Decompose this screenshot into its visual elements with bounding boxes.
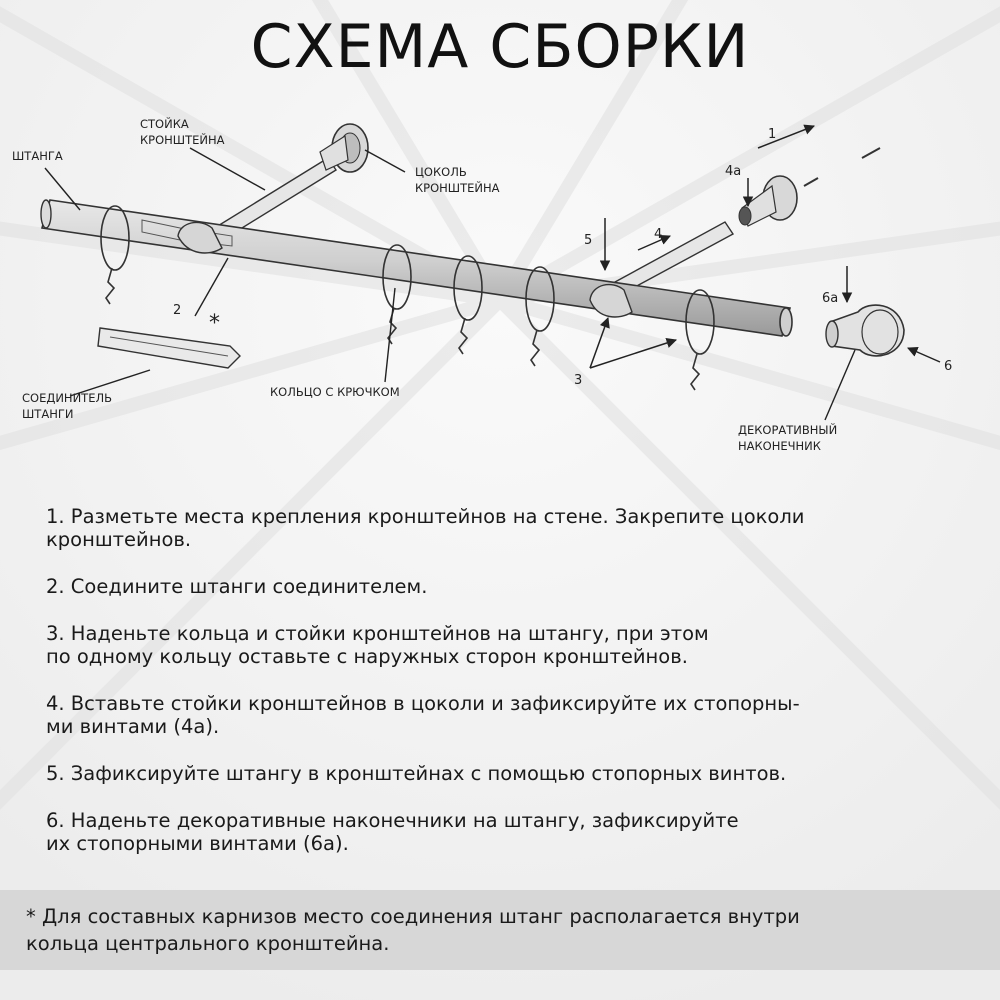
instruction-step: 3. Наденьте кольца и стойки кронштейнов на штангу, при этом по одному кольцу оставьте с наружных сторон кронштейнов. <box>46 622 709 668</box>
label-finial-1: ДЕКОРАТИВНЫЙ <box>738 423 838 437</box>
label-bracket-post-2: КРОНШТЕЙНА <box>140 133 225 147</box>
label-bracket-base-2: КРОНШТЕЙНА <box>415 181 500 195</box>
callout-6a: 6а <box>822 291 839 306</box>
instructions-list <box>46 505 946 879</box>
callout-4a: 4а <box>725 164 742 179</box>
label-bracket-post-1: СТОЙКА <box>140 117 189 131</box>
page-title: СХЕМА СБОРКИ <box>250 12 750 82</box>
bracket-base-left <box>320 124 368 172</box>
callout-4: 4 <box>654 227 663 242</box>
callout-2: 2 <box>173 303 182 318</box>
instruction-step: 2. Соедините штанги соединителем. <box>46 575 428 598</box>
callout-asterisk: * <box>209 311 220 336</box>
curtain-rod <box>41 200 792 336</box>
instruction-step: 4. Вставьте стойки кронштейнов в цоколи и зафиксируйте их стопорны- ми винтами (4а). <box>46 692 800 738</box>
label-finial-2: НАКОНЕЧНИК <box>738 439 821 453</box>
callout-6: 6 <box>944 359 953 374</box>
screw-icon <box>804 148 880 186</box>
assembly-diagram <box>0 100 1000 480</box>
label-connector-2: ШТАНГИ <box>22 407 74 421</box>
callout-3: 3 <box>574 373 583 388</box>
label-bracket-base-1: ЦОКОЛЬ <box>415 165 467 179</box>
footnote-text: * Для составных карнизов место соединения штанг располагается внутри кольца центрального кронштейна. <box>26 905 800 955</box>
decorative-finial <box>826 305 904 356</box>
label-rod: ШТАНГА <box>12 149 63 163</box>
callout-1: 1 <box>768 127 777 142</box>
instruction-step: 5. Зафиксируйте штангу в кронштейнах с помощью стопорных винтов. <box>46 762 787 785</box>
callout-5: 5 <box>584 233 593 248</box>
bracket-post-right <box>615 222 733 294</box>
instruction-step: 1. Разметьте места крепления кронштейнов на стене. Закрепите цоколи кронштейнов. <box>46 505 805 551</box>
instruction-step: 6. Наденьте декоративные наконечники на штангу, зафиксируйте их стопорными винтами (6а). <box>46 809 739 855</box>
label-connector-1: СОЕДИНИТЕЛЬ <box>22 391 113 405</box>
label-ring: КОЛЬЦО С КРЮЧКОМ <box>270 385 400 399</box>
